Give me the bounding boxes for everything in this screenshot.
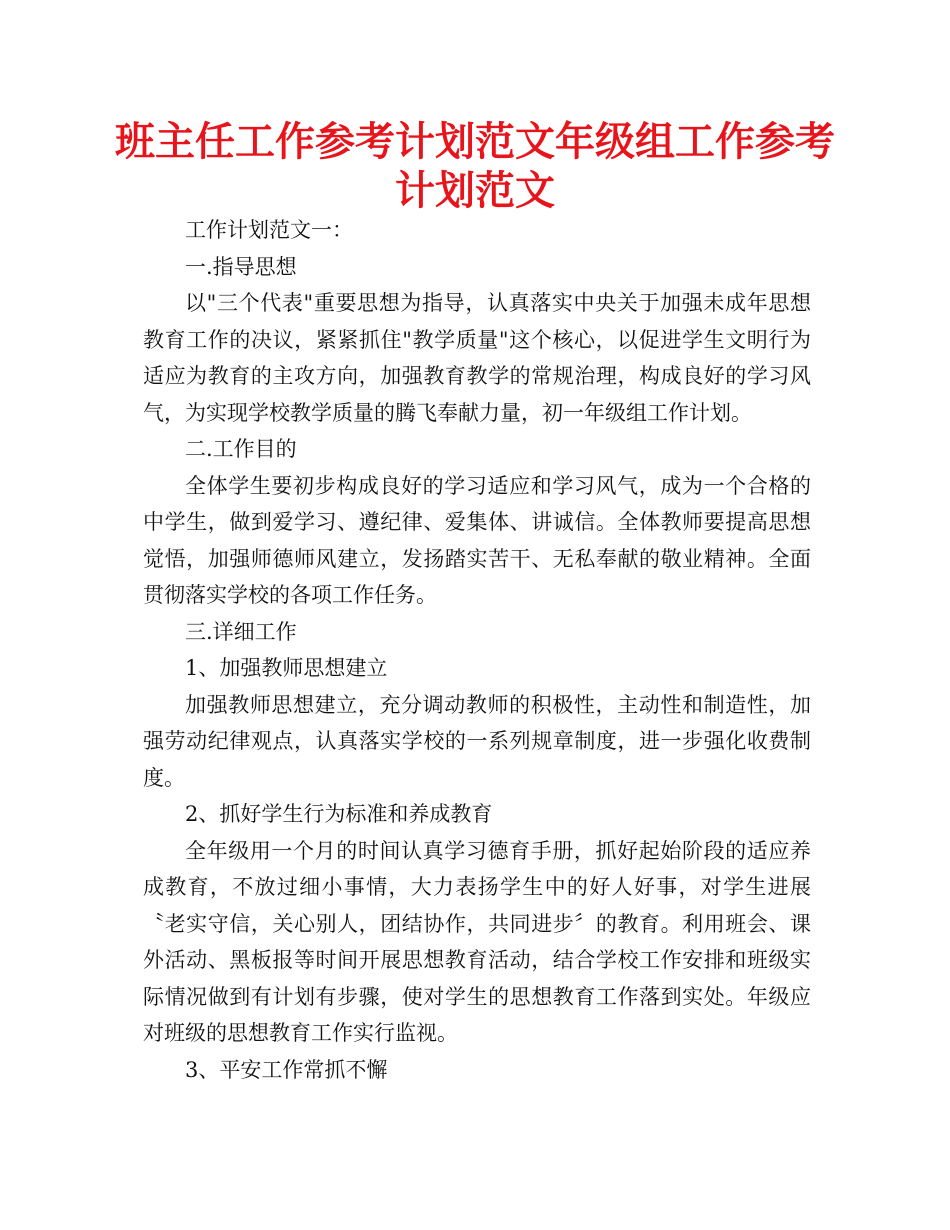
paragraph-guiding-thought: 以"三个代表"重要思想为指导，认真落实中央关于加强未成年思想教育工作的决议，紧紧抓住"教学质量"这个核心，以促进学生文明行为适应为教育的主攻方向，加强教育教学的常规治理，构成良好的学习风气，为实现学校教学质量的腾飞奉献力量，初一年级组工作计划。: [143, 291, 811, 425]
paragraph-teacher-ideology: 加强教师思想建立，充分调动教师的积极性，主动性和制造性，加强劳动纪律观点，认真落实学校的一系列规章制度，进一步强化收费制度。: [143, 692, 811, 790]
heading-student-behavior: 2、抓好学生行为标准和养成教育: [185, 802, 493, 826]
heading-detailed-work: 三.详细工作: [185, 619, 297, 644]
paragraph-work-goals: 全体学生要初步构成良好的学习适应和学习风气，成为一个合格的中学生，做到爱学习、遵纪律、爱集体、讲诚信。全体教师要提高思想觉悟，加强师德师风建立，发扬踏实苦干、无私奉献的敬业精神。全面贯彻落实学校的各项工作任务。: [143, 473, 811, 607]
document-body: [143, 212, 811, 1088]
paragraph-student-behavior: 全年级用一个月的时间认真学习德育手册，抓好起始阶段的适应养成教育，不放过细小事情，大力表扬学生中的好人好事，对学生进展〝老实守信，关心别人，团结协作，共同进步〞的教育。利用班会、课外活动、黑板报等时间开展思想教育活动，结合学校工作安排和班级实际情况做到有计划有步骤，使对学生的思想教育工作落到实处。年级应对班级的思想教育工作实行监视。: [143, 838, 811, 1045]
paragraph-section-label: 工作计划范文一：: [185, 218, 353, 242]
heading-work-goals: 二.工作目的: [185, 437, 297, 461]
document-title: 班主任工作参考计划范文年级组工作参考计划范文: [115, 119, 835, 214]
heading-safety-work: 3、平安工作常抓不懈: [185, 1057, 388, 1082]
heading-guiding-thought: 一.指导思想: [185, 254, 297, 279]
heading-teacher-ideology: 1、加强教师思想建立: [185, 656, 388, 680]
